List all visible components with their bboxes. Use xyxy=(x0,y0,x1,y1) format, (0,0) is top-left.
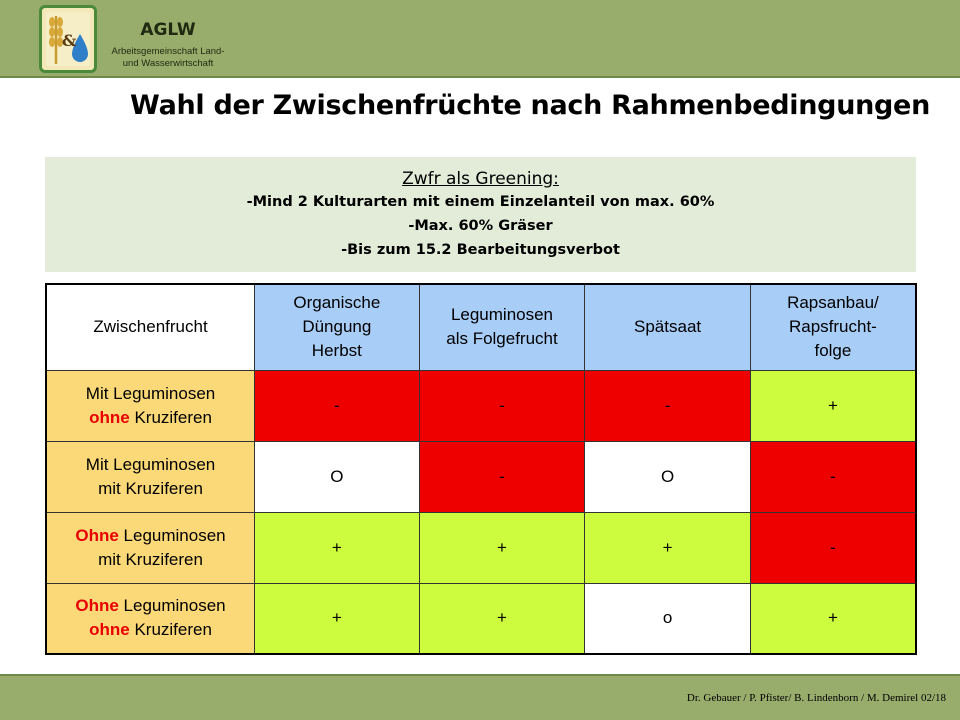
rating-cell: + xyxy=(255,583,420,654)
red-keyword: ohne xyxy=(89,407,130,427)
logo-icon xyxy=(42,8,94,70)
row-label-line xyxy=(47,524,254,548)
header-band xyxy=(0,0,960,78)
footer-credits: Dr. Gebauer / P. Pfister/ B. Lindenborn / M. Demirel 02/18 xyxy=(686,692,946,704)
row-label-line xyxy=(47,477,254,501)
rating-cell: + xyxy=(750,370,916,441)
label-text: Kruziferen xyxy=(129,620,212,640)
header-line: Organische xyxy=(293,293,381,313)
svg-text:&: & xyxy=(62,31,77,50)
footer-band xyxy=(0,674,960,720)
header-line: folge xyxy=(814,341,852,361)
catch-crop-matrix xyxy=(45,283,917,655)
rating-cell: o xyxy=(585,583,751,654)
row-label-line xyxy=(47,406,254,430)
red-keyword: ohne xyxy=(89,620,130,640)
greening-info-box xyxy=(45,157,916,272)
row-label-line xyxy=(47,594,254,618)
rating-cell: - xyxy=(750,512,916,583)
page-title: Wahl der Zwischenfrüchte nach Rahmenbedingungen xyxy=(130,90,930,121)
rating-cell: O xyxy=(585,441,751,512)
label-text: Leguminosen xyxy=(118,525,226,545)
label-text: mit Kruziferen xyxy=(98,478,203,498)
column-header xyxy=(750,284,916,370)
row-label xyxy=(46,512,255,583)
org-subtitle-line: Arbeitsgemeinschaft Land- xyxy=(111,46,225,57)
header-line: Spätsaat xyxy=(634,317,702,337)
rating-cell: - xyxy=(750,441,916,512)
row-label-line xyxy=(47,548,254,572)
column-header xyxy=(419,284,585,370)
rating-cell: O xyxy=(255,441,420,512)
table-row xyxy=(46,370,916,441)
rating-cell: - xyxy=(419,441,585,512)
info-line: -Max. 60% Gräser xyxy=(408,218,553,234)
corner-header: Zwischenfrucht xyxy=(46,284,255,370)
row-label xyxy=(46,583,255,654)
column-header xyxy=(255,284,420,370)
table-header-row xyxy=(46,284,916,370)
label-text: Mit Leguminosen xyxy=(85,454,216,474)
red-keyword: Ohne xyxy=(75,596,119,616)
table-row xyxy=(46,512,916,583)
row-label xyxy=(46,370,255,441)
org-subtitle xyxy=(98,46,238,70)
wheat-water-drop-logo xyxy=(39,5,97,73)
info-line: -Bis zum 15.2 Bearbeitungsverbot xyxy=(341,242,620,258)
red-keyword: Ohne xyxy=(75,525,119,545)
label-text: Mit Leguminosen xyxy=(85,383,216,403)
table-row xyxy=(46,441,916,512)
header-line: Düngung xyxy=(302,317,372,337)
header-line: Rapsfrucht- xyxy=(788,317,877,337)
info-line: -Mind 2 Kulturarten mit einem Einzelanteil von max. 60% xyxy=(246,194,715,210)
rating-cell: + xyxy=(419,512,585,583)
column-header xyxy=(585,284,751,370)
rating-cell: + xyxy=(419,583,585,654)
row-label xyxy=(46,441,255,512)
header-line: Rapsanbau/ xyxy=(787,293,879,313)
rating-cell: + xyxy=(255,512,420,583)
rating-cell: - xyxy=(419,370,585,441)
rating-cell: - xyxy=(255,370,420,441)
row-label-line xyxy=(47,453,254,477)
label-text: mit Kruziferen xyxy=(98,549,203,569)
header-line: als Folgefrucht xyxy=(446,329,558,349)
org-name: AGLW xyxy=(140,20,196,40)
table-row xyxy=(46,583,916,654)
header-line: Herbst xyxy=(311,341,362,361)
rating-cell: + xyxy=(585,512,751,583)
label-text: Leguminosen xyxy=(118,596,226,616)
label-text: Kruziferen xyxy=(129,407,212,427)
row-label-line xyxy=(47,618,254,642)
rating-cell: + xyxy=(750,583,916,654)
rating-cell: - xyxy=(585,370,751,441)
header-line: Leguminosen xyxy=(450,305,554,325)
info-heading: Zwfr als Greening: xyxy=(402,169,559,189)
row-label-line xyxy=(47,382,254,406)
org-subtitle-line: und Wasserwirtschaft xyxy=(122,58,214,69)
